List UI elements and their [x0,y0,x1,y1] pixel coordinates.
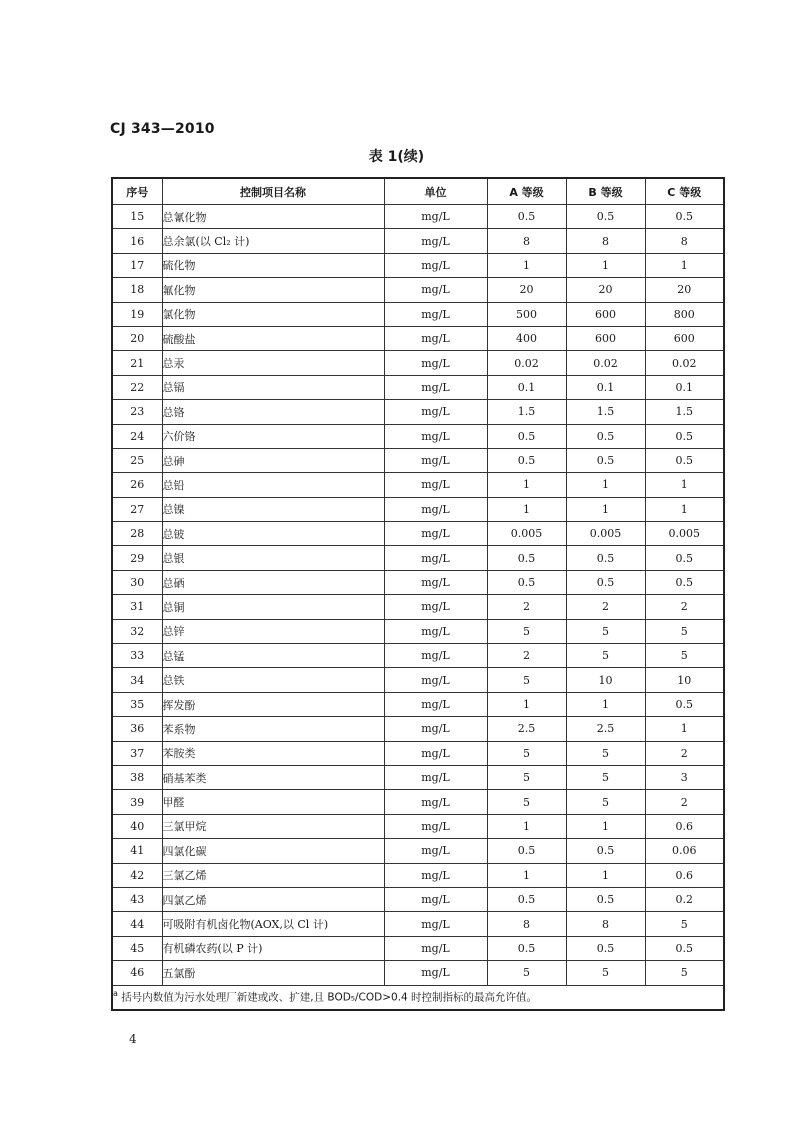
table-row [112,546,724,570]
grade-b-value: 1 [566,814,645,838]
table-row [112,302,724,326]
row-number: 36 [112,717,162,741]
control-item-name: 有机磷农药(以 P 计) [162,936,384,960]
table-row [112,253,724,277]
grade-a-value: 0.5 [487,424,566,448]
table-row [112,765,724,789]
grade-c-value: 0.06 [645,839,724,863]
row-number: 38 [112,765,162,789]
grade-a-value: 0.5 [487,936,566,960]
table-title: 表 1(续) [368,149,425,165]
grade-b-value: 0.5 [566,205,645,229]
page-number: 4 [129,1032,137,1046]
grade-b-value: 5 [566,961,645,985]
unit-cell: mg/L [384,570,487,594]
table-row [112,522,724,546]
unit-cell: mg/L [384,961,487,985]
grade-b-value: 8 [566,912,645,936]
control-item-name: 可吸附有机卤化物(AOX,以 Cl 计) [162,912,384,936]
grade-b-value: 0.005 [566,522,645,546]
grade-b-value: 600 [566,302,645,326]
table-row [112,717,724,741]
footnote-row [112,985,724,1010]
table-row [112,692,724,716]
table-row [112,644,724,668]
grade-b-value: 0.02 [566,351,645,375]
control-item-name: 四氯乙烯 [162,887,384,911]
row-number: 29 [112,546,162,570]
grade-a-value: 1 [487,473,566,497]
control-item-name: 四氯化碳 [162,839,384,863]
table-row [112,741,724,765]
grade-a-value: 5 [487,668,566,692]
control-item-name: 六价铬 [162,424,384,448]
control-item-name: 三氯甲烷 [162,814,384,838]
grade-b-value: 600 [566,326,645,350]
row-number: 37 [112,741,162,765]
grade-b-value: 5 [566,619,645,643]
grade-b-value: 2 [566,595,645,619]
grade-a-value: 20 [487,278,566,302]
grade-a-value: 0.5 [487,570,566,594]
unit-cell: mg/L [384,253,487,277]
row-number: 34 [112,668,162,692]
control-item-name: 总硒 [162,570,384,594]
grade-c-value: 1.5 [645,400,724,424]
grade-a-value: 1 [487,814,566,838]
control-item-name: 总铜 [162,595,384,619]
unit-cell: mg/L [384,302,487,326]
table-row [112,863,724,887]
row-number: 40 [112,814,162,838]
grade-c-value: 1 [645,497,724,521]
row-number: 30 [112,570,162,594]
table-row [112,351,724,375]
row-number: 35 [112,692,162,716]
control-item-name: 苯系物 [162,717,384,741]
grade-a-value: 0.5 [487,887,566,911]
grade-c-value: 5 [645,619,724,643]
row-number: 20 [112,326,162,350]
col-header-no: 序号 [112,178,162,205]
unit-cell: mg/L [384,595,487,619]
unit-cell: mg/L [384,278,487,302]
row-number: 18 [112,278,162,302]
unit-cell: mg/L [384,497,487,521]
unit-cell: mg/L [384,400,487,424]
grade-c-value: 5 [645,912,724,936]
grade-c-value: 0.5 [645,692,724,716]
unit-cell: mg/L [384,351,487,375]
grade-b-value: 1 [566,692,645,716]
row-number: 33 [112,644,162,668]
table-row [112,229,724,253]
row-number: 16 [112,229,162,253]
grade-b-value: 1 [566,863,645,887]
table-row [112,400,724,424]
row-number: 22 [112,375,162,399]
unit-cell: mg/L [384,424,487,448]
grade-b-value: 2.5 [566,717,645,741]
col-header-name: 控制项目名称 [162,178,384,205]
grade-c-value: 0.5 [645,424,724,448]
grade-a-value: 8 [487,912,566,936]
table-row [112,497,724,521]
grade-a-value: 5 [487,619,566,643]
control-item-name: 总余氯(以 Cl₂ 计) [162,229,384,253]
unit-cell: mg/L [384,887,487,911]
footnote-mark: a [113,989,118,999]
grade-a-value: 5 [487,790,566,814]
limits-table [111,177,725,1011]
row-number: 17 [112,253,162,277]
control-item-name: 总锌 [162,619,384,643]
table-row [112,619,724,643]
grade-b-value: 1 [566,497,645,521]
control-item-name: 苯胺类 [162,741,384,765]
col-header-grade-b: B 等级 [566,178,645,205]
grade-c-value: 800 [645,302,724,326]
unit-cell: mg/L [384,741,487,765]
unit-cell: mg/L [384,375,487,399]
table-row [112,814,724,838]
grade-a-value: 0.02 [487,351,566,375]
control-item-name: 总铬 [162,400,384,424]
unit-cell: mg/L [384,205,487,229]
grade-c-value: 600 [645,326,724,350]
control-item-name: 总氰化物 [162,205,384,229]
grade-a-value: 0.5 [487,205,566,229]
grade-c-value: 0.6 [645,814,724,838]
grade-b-value: 5 [566,644,645,668]
control-item-name: 氟化物 [162,278,384,302]
grade-b-value: 0.5 [566,424,645,448]
table-row [112,278,724,302]
table-row [112,326,724,350]
table-row [112,448,724,472]
table-row [112,570,724,594]
grade-b-value: 0.1 [566,375,645,399]
unit-cell: mg/L [384,473,487,497]
control-item-name: 硝基苯类 [162,765,384,789]
grade-b-value: 0.5 [566,887,645,911]
control-item-name: 硫酸盐 [162,326,384,350]
grade-b-value: 20 [566,278,645,302]
grade-b-value: 5 [566,741,645,765]
grade-a-value: 1 [487,692,566,716]
col-header-grade-a: A 等级 [487,178,566,205]
table-row [112,961,724,985]
grade-a-value: 5 [487,961,566,985]
unit-cell: mg/L [384,668,487,692]
grade-a-value: 2 [487,644,566,668]
grade-c-value: 0.5 [645,205,724,229]
grade-a-value: 0.5 [487,448,566,472]
unit-cell: mg/L [384,912,487,936]
grade-b-value: 1.5 [566,400,645,424]
row-number: 45 [112,936,162,960]
grade-c-value: 0.5 [645,448,724,472]
control-item-name: 总银 [162,546,384,570]
row-number: 24 [112,424,162,448]
unit-cell: mg/L [384,692,487,716]
table-row [112,790,724,814]
unit-cell: mg/L [384,546,487,570]
unit-cell: mg/L [384,765,487,789]
control-item-name: 总锰 [162,644,384,668]
grade-c-value: 0.5 [645,570,724,594]
table-row [112,936,724,960]
row-number: 15 [112,205,162,229]
control-item-name: 三氯乙烯 [162,863,384,887]
unit-cell: mg/L [384,814,487,838]
table-row [112,595,724,619]
control-item-name: 总镍 [162,497,384,521]
control-item-name: 总铅 [162,473,384,497]
grade-c-value: 8 [645,229,724,253]
grade-a-value: 5 [487,765,566,789]
grade-b-value: 1 [566,473,645,497]
grade-a-value: 1 [487,863,566,887]
grade-b-value: 0.5 [566,936,645,960]
unit-cell: mg/L [384,448,487,472]
standard-code: CJ 343—2010 [110,121,215,137]
control-item-name: 总砷 [162,448,384,472]
grade-a-value: 8 [487,229,566,253]
table-row [112,839,724,863]
table-row [112,424,724,448]
control-item-name: 五氯酚 [162,961,384,985]
grade-a-value: 0.005 [487,522,566,546]
grade-c-value: 0.2 [645,887,724,911]
grade-c-value: 0.02 [645,351,724,375]
col-header-grade-c: C 等级 [645,178,724,205]
table-row [112,473,724,497]
unit-cell: mg/L [384,717,487,741]
grade-a-value: 1 [487,497,566,521]
row-number: 43 [112,887,162,911]
unit-cell: mg/L [384,644,487,668]
table-row [112,887,724,911]
grade-b-value: 5 [566,790,645,814]
row-number: 31 [112,595,162,619]
grade-c-value: 10 [645,668,724,692]
grade-a-value: 0.5 [487,839,566,863]
grade-a-value: 2.5 [487,717,566,741]
row-number: 23 [112,400,162,424]
grade-c-value: 1 [645,473,724,497]
footnote-text: 括号内数值为污水处理厂新建或改、扩建,且 BOD₅/COD>0.4 时控制指标的最高允许值。 [121,991,538,1004]
grade-c-value: 20 [645,278,724,302]
grade-c-value: 5 [645,644,724,668]
grade-a-value: 5 [487,741,566,765]
row-number: 42 [112,863,162,887]
grade-c-value: 5 [645,961,724,985]
grade-b-value: 1 [566,253,645,277]
col-header-unit: 单位 [384,178,487,205]
row-number: 21 [112,351,162,375]
control-item-name: 总铍 [162,522,384,546]
grade-c-value: 1 [645,253,724,277]
grade-a-value: 400 [487,326,566,350]
grade-b-value: 0.5 [566,546,645,570]
unit-cell: mg/L [384,619,487,643]
control-item-name: 总铁 [162,668,384,692]
footnote-cell [112,985,724,1010]
row-number: 25 [112,448,162,472]
grade-c-value: 0.005 [645,522,724,546]
grade-a-value: 0.1 [487,375,566,399]
grade-a-value: 1 [487,253,566,277]
grade-a-value: 2 [487,595,566,619]
table-row [112,375,724,399]
grade-c-value: 0.5 [645,936,724,960]
unit-cell: mg/L [384,790,487,814]
unit-cell: mg/L [384,936,487,960]
row-number: 44 [112,912,162,936]
grade-a-value: 500 [487,302,566,326]
grade-c-value: 0.6 [645,863,724,887]
grade-a-value: 0.5 [487,546,566,570]
grade-a-value: 1.5 [487,400,566,424]
control-item-name: 甲醛 [162,790,384,814]
row-number: 46 [112,961,162,985]
grade-c-value: 3 [645,765,724,789]
row-number: 41 [112,839,162,863]
grade-b-value: 0.5 [566,570,645,594]
unit-cell: mg/L [384,863,487,887]
row-number: 32 [112,619,162,643]
row-number: 27 [112,497,162,521]
grade-c-value: 1 [645,717,724,741]
grade-b-value: 0.5 [566,448,645,472]
control-item-name: 总汞 [162,351,384,375]
grade-b-value: 10 [566,668,645,692]
grade-c-value: 0.1 [645,375,724,399]
unit-cell: mg/L [384,229,487,253]
table-row [112,668,724,692]
row-number: 19 [112,302,162,326]
row-number: 28 [112,522,162,546]
grade-b-value: 8 [566,229,645,253]
grade-c-value: 2 [645,790,724,814]
grade-c-value: 2 [645,595,724,619]
table-header-row [112,178,724,205]
unit-cell: mg/L [384,522,487,546]
unit-cell: mg/L [384,839,487,863]
row-number: 39 [112,790,162,814]
control-item-name: 挥发酚 [162,692,384,716]
unit-cell: mg/L [384,326,487,350]
control-item-name: 氯化物 [162,302,384,326]
grade-c-value: 0.5 [645,546,724,570]
control-item-name: 总镉 [162,375,384,399]
grade-b-value: 5 [566,765,645,789]
control-item-name: 硫化物 [162,253,384,277]
grade-c-value: 2 [645,741,724,765]
row-number: 26 [112,473,162,497]
table-row [112,205,724,229]
grade-b-value: 0.5 [566,839,645,863]
table-row [112,912,724,936]
